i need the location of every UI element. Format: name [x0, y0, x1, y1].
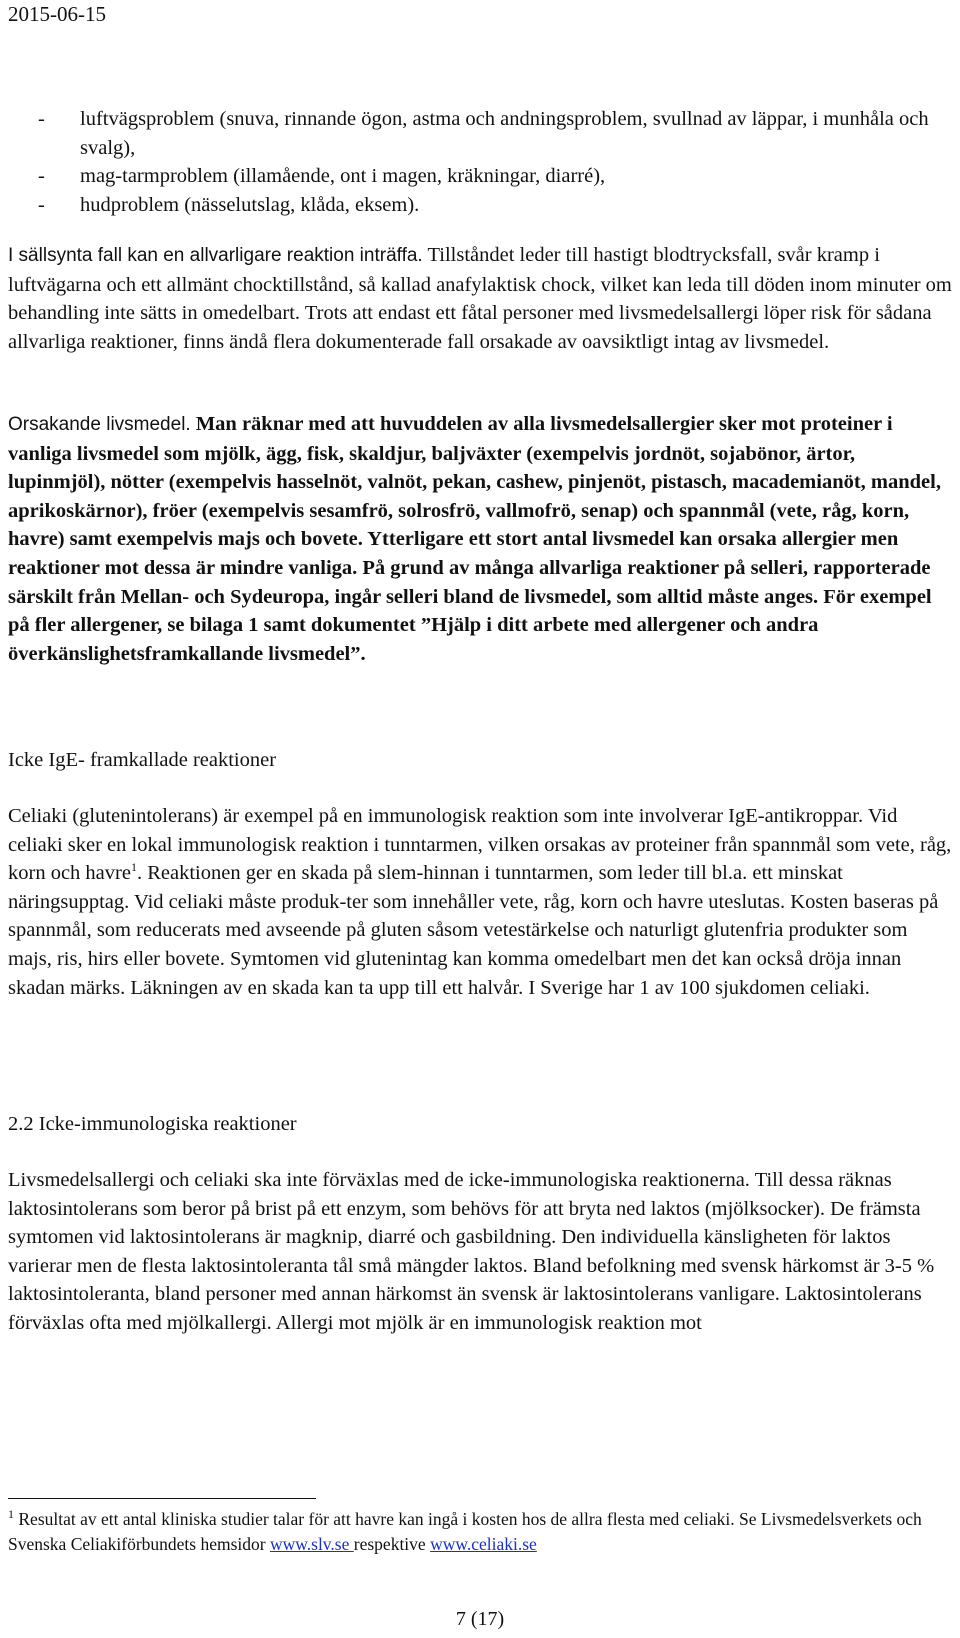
section-heading: Icke IgE- framkallade reaktioner: [8, 749, 277, 771]
list-item: [8, 191, 956, 220]
list-item: [8, 162, 956, 191]
section-heading-2-2: 2.2 Icke-immunologiska reaktioner: [8, 1113, 297, 1135]
footnote-marker: 1: [8, 1507, 14, 1522]
footnote-divider: [8, 1498, 316, 1499]
list-dash: -: [38, 193, 45, 216]
list-item-text: hudproblem (nässelutslag, klåda, eksem).: [80, 193, 420, 216]
paragraph-lead: I sällsynta fall kan en allvarligare reaktion inträffa.: [8, 245, 423, 266]
paragraph-bold-text: Man räknar med att huvuddelen av alla livsmedelsallergier sker mot proteiner i vanliga livsmedel som mjölk, ägg, fisk, skaldjur, baljväxter (exempelvis jordnöt, sojabönor, ärtor, lupinmjöl), nötter (exempelvis hasselnöt, valnöt, pekan, cashew, pinjenöt, pistasch, macademianöt, mandel, aprikoskärnor), fröer (exempelvis sesamfrö, solrosfrö, vallmofrö, senap) och spannmål (vete, råg, korn, havre) samt exempelvis majs och bovete. Ytterligare ett stort antal livsmedel kan orsaka allergier men reaktioner mot dessa är mindre vanliga. På grund av många allvarliga reaktioner på selleri, rapporterade särskilt från Mellan- och Sydeuropa, ingår selleri bland de livsmedel, som alltid måste anges. För exempel på fler allergener, se bilaga 1 samt dokumentet ”Hjälp i ditt arbete med allergener och andra överkänslighetsframkallande livsmedel”.: [8, 413, 941, 665]
celiac-paragraph: [8, 802, 956, 1002]
symptom-list: [8, 105, 956, 219]
footnote-reference: 1: [130, 860, 137, 875]
paragraph-text: Celiaki (glutenintolerans) är exempel på en immunologisk reaktion som inte involverar IgE-antikroppar. Vid celiaki sker en lokal immunologisk reaktion i tunntarmen, vilken orsakas av proteiner från spannmål som vete, råg, korn och havre: [8, 805, 952, 885]
paragraph-lead: Orsakande livsmedel.: [8, 414, 191, 435]
page-date: 2015-06-15: [8, 2, 106, 26]
paragraph-text-continued: . Reaktionen ger en skada på slem-hinnan i tunntarmen, som leder till bl.a. ett minskat näringsupptag. Vid celiaki måste produk-ter som innehåller vete, råg, korn och havre uteslutas. Kosten baseras på spannmål, som reducerats med avseende på gluten såsom vetestärkelse och naturligt glutenfria produkter som majs, ris, hirs eller bovete. Symtomen vid glutenintag kan komma omedelbart men det kan också dröja innan skadan märks. Läkningen av en skada kan ta upp till ett halvår. I Sverige har 1 av 100 sjukdomen celiaki.: [8, 862, 939, 999]
list-dash: -: [38, 108, 45, 130]
paragraph-text-continued: Trots att endast ett fåtal personer med livsmedelsallergi löper risk för sådana allvarliga reaktioner, finns ändå flera dokumenterade fall orsakade av oavsiktligt intag av livsmedel.: [8, 302, 932, 353]
list-item-text: luftvägsproblem (snuva, rinnande ögon, astma och andningsproblem, svullnad av läppar, i munhåla och svalg),: [80, 108, 929, 159]
list-dash: -: [38, 165, 45, 188]
page-number: 7 (17): [455, 1608, 505, 1630]
list-item-text: mag-tarmproblem (illamående, ont i magen, kräkningar, diarré),: [80, 165, 606, 188]
causing-foods-paragraph: [8, 410, 956, 668]
celiaki-link[interactable]: www.celiaki.se: [430, 1534, 537, 1554]
footnote: [8, 1507, 956, 1557]
paragraph-text: Tillståndet leder till hastigt blodtrycksfall, svår kramp i luftvägarna och ett allmänt chocktillstånd, så kallad anafylaktisk chock, vilket kan leda till döden inom minuter om behandling inte sätts in omedelbart.: [8, 244, 952, 325]
lactose-paragraph: Livsmedelsallergi och celiaki ska inte förväxlas med de icke-immunologiska reaktionerna. Till dessa räknas laktosintolerans som beror på brist på ett enzym, som behövs för att bryta ned laktos (mjölksocker). De främsta symtomen vid laktosintolerans är magknip, diarré och gasbildning. Den individuella känsligheten för laktos varierar men de flesta laktosintoleranta tål små mängder laktos. Bland befolkning med svensk härkomst är 3-5 % laktosintoleranta, bland personer med annan härkomst än svensk är laktosintolerans vanligare. Laktosintolerans förväxlas ofta med mjölkallergi. Allergi mot mjölk är en immunologisk reaktion mot: [8, 1169, 935, 1334]
footnote-text: Resultat av ett antal kliniska studier talar för att havre kan ingå i kosten hos de allra flesta med celiaki. Se Livsmedelsverkets och Svenska Celiakiförbundets hemsidor: [8, 1509, 922, 1554]
footnote-text-continued: respektive: [353, 1534, 431, 1554]
list-item: [8, 105, 956, 162]
anaphylaxis-paragraph: [8, 241, 956, 356]
slv-link[interactable]: www.slv.se: [269, 1534, 354, 1554]
